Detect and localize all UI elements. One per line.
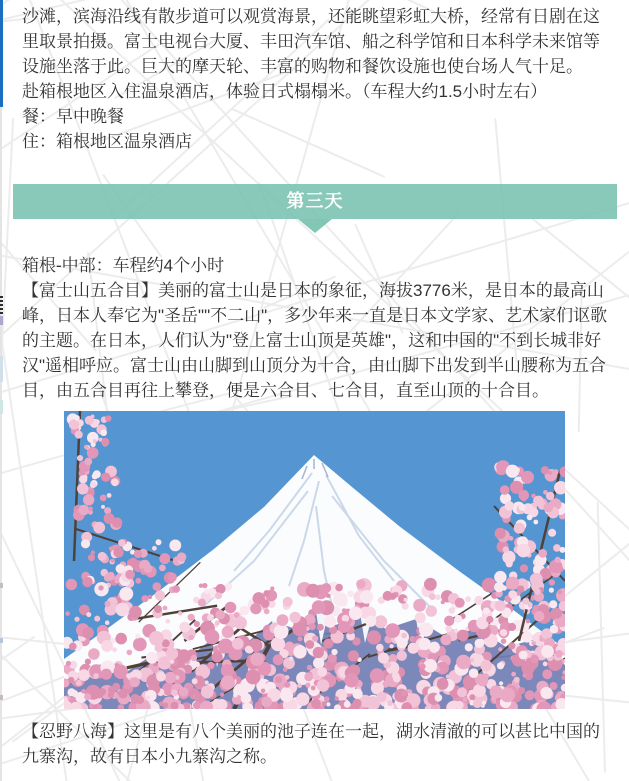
triangle-down-icon <box>298 219 332 233</box>
fuji-paragraph: 【富士山五合目】美丽的富士山是日本的象征，海拔3776米，是日本的最高山峰，日本人奉它为"圣岳""不二山"，多少年来一直是日本文学家、艺术家们讴歌的主题。在日本，人们认为"登上富士山顶是英雄"，这和中国的"不到长城非好汉"遥相呼应。富士山由山脚到山顶分为十合，由山脚下出发到半山腰称为五合目，由五合目再往上攀登，便是六合目、七合目，直至山顶的十合目。 <box>22 281 608 400</box>
fuji-photo <box>64 411 565 709</box>
accommodation-line: 住：箱根地区温泉酒店 <box>22 132 192 151</box>
left-edge-strip <box>0 0 4 781</box>
day3-route-line: 箱根-中部：车程约4个小时 <box>22 256 225 275</box>
left-edge-tick <box>0 695 3 700</box>
meals-line: 餐：早中晚餐 <box>22 107 124 126</box>
oshino-paragraph: 【忍野八海】这里是有八个美丽的池子连在一起，湖水清澈的可以甚比中国的九寨沟，故有日本小九寨沟之称。 <box>22 722 600 766</box>
left-edge-tick <box>0 583 3 588</box>
day3-banner-label: 第三天 <box>286 191 344 211</box>
left-edge-tick <box>0 356 3 382</box>
hakone-transfer-line: 赴箱根地区入住温泉酒店，体验日式榻榻米。（车程大约1.5小时左右） <box>22 82 548 101</box>
left-edge-tick <box>0 400 3 414</box>
odaiba-intro-paragraph: 沙滩，滨海沿线有散步道可以观赏海景，还能眺望彩虹大桥，经常有日剧在这里取景拍摄。富士电视台大厦、丰田汽车馆、船之科学馆和日本科学未来馆等设施坐落于此。巨大的摩天轮、丰富的购物和餐饮设施也使台场人气十足。 <box>22 7 600 76</box>
left-accent-line <box>0 0 3 107</box>
left-edge-tick <box>0 296 3 314</box>
left-edge-tick <box>0 316 3 325</box>
day3-banner <box>13 184 617 219</box>
left-edge-rule <box>0 107 2 781</box>
left-edge-tick <box>0 638 3 643</box>
